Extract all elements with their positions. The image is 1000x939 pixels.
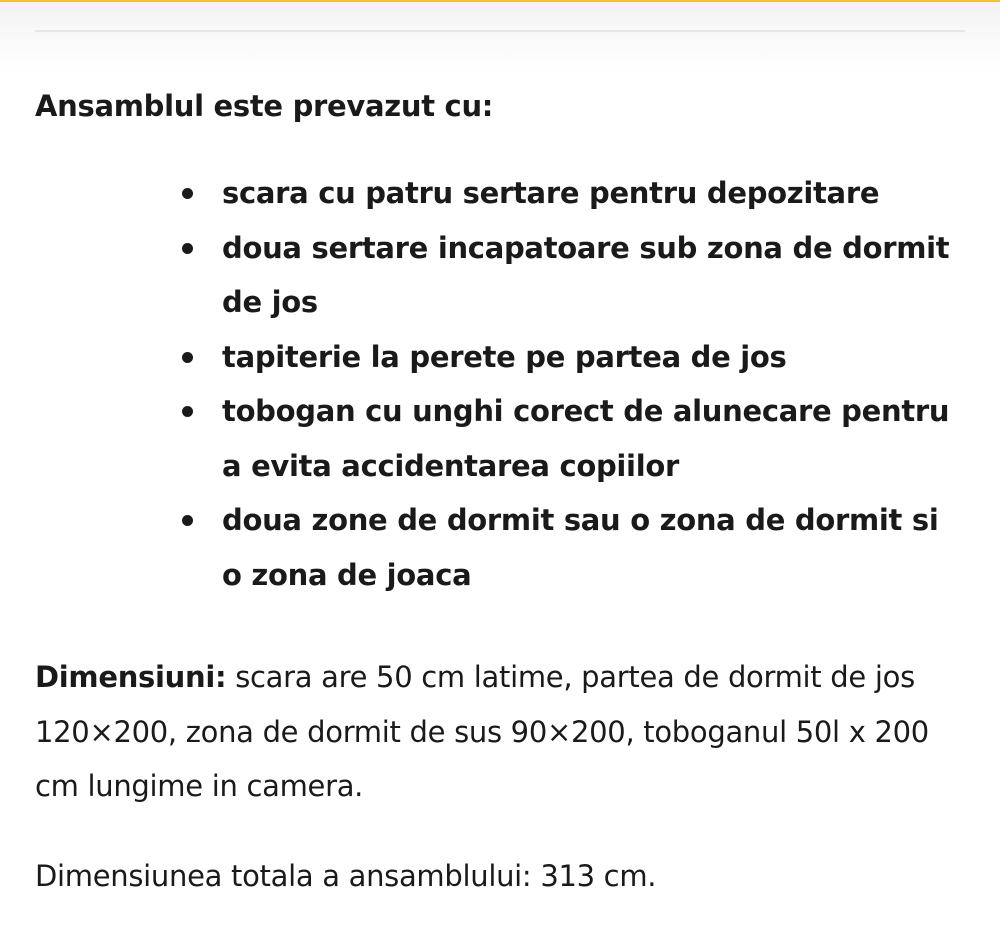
list-item xyxy=(222,166,967,221)
list-item xyxy=(222,330,967,385)
dimensions-text: scara are 50 cm latime, partea de dormit de jos 120×200, zona de dormit de sus 90×200, toboganul 50l x 200 cm lungime in camera. xyxy=(35,660,929,803)
dimensions-label: Dimensiuni: xyxy=(35,660,227,694)
features-list xyxy=(222,166,967,602)
section-divider xyxy=(35,30,965,32)
list-item xyxy=(222,384,967,493)
list-item-text: tapiterie la perete pe partea de jos xyxy=(222,339,787,374)
list-item-text: doua zone de dormit sau o zona de dormit si o zona de joaca xyxy=(222,503,939,592)
list-item-text: scara cu patru sertare pentru depozitare xyxy=(222,176,880,210)
bullet-icon xyxy=(182,352,193,363)
bullet-icon xyxy=(182,243,193,254)
bullet-icon xyxy=(182,515,193,526)
bullet-icon xyxy=(182,188,193,199)
description-content xyxy=(35,84,970,893)
bullet-icon xyxy=(182,406,193,417)
features-intro: Ansamblul este prevazut cu: xyxy=(35,89,494,123)
dimensions-paragraph xyxy=(35,650,965,814)
list-item-text: doua sertare incapatoare sub zona de dormit de jos xyxy=(222,230,950,319)
header-shadow xyxy=(0,2,1000,72)
list-item-text: tobogan cu unghi corect de alunecare pentru a evita accidentarea copiilor xyxy=(222,394,950,483)
list-item xyxy=(222,221,967,330)
list-item xyxy=(222,493,967,602)
total-dimension: Dimensiunea totala a ansamblului: 313 cm. xyxy=(35,859,657,893)
